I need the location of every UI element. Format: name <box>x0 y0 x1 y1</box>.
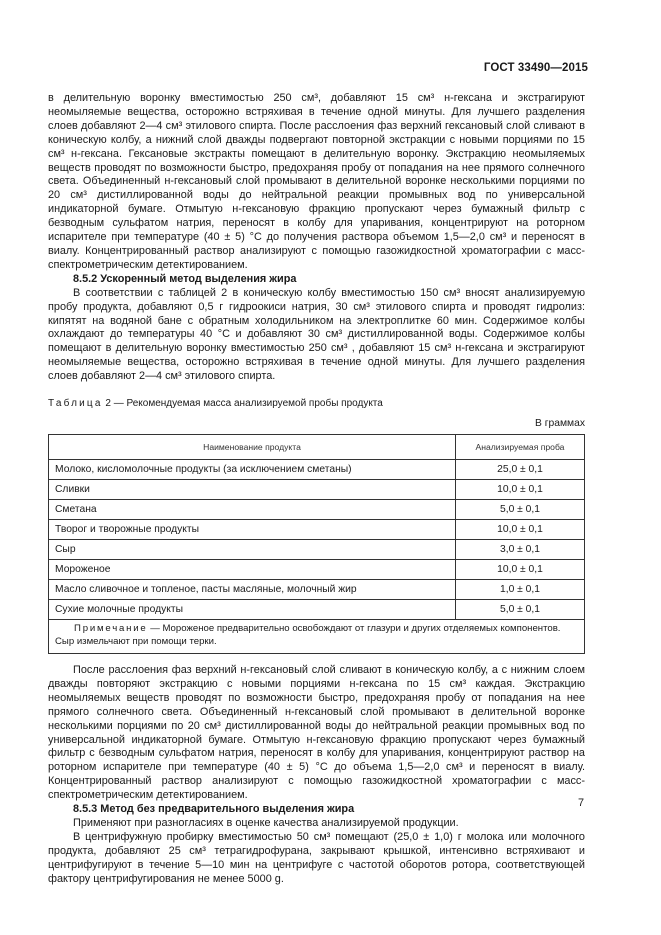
product-name-cell: Сухие молочные продукты <box>49 600 456 620</box>
sample-mass-cell: 3,0 ± 0,1 <box>456 540 585 560</box>
table-row <box>49 600 585 620</box>
document-standard-number: ГОСТ 33490—2015 <box>483 62 588 74</box>
table-note-text: — Мороженое предварительно освобождают от глазури и других отделяемых компонентов. Сыр измельчают при помощи терки. <box>55 623 561 647</box>
sample-mass-cell: 1,0 ± 0,1 <box>456 580 585 600</box>
sample-mass-cell: 25,0 ± 0,1 <box>456 460 585 480</box>
sample-mass-table <box>48 434 585 654</box>
table-note-row <box>49 620 585 654</box>
page-number: 7 <box>577 797 584 809</box>
product-name-cell: Мороженое <box>49 560 456 580</box>
sample-mass-cell: 10,0 ± 0,1 <box>456 480 585 500</box>
paragraph-accelerated-method: В соответствии с таблицей 2 в коническую колбу вместимостью 150 см³ вносят анализируемую пробу продукта, добавляют 0,5 г гидроокиси натрия, 30 см³ этилового спирта и проводят гидролиз: кипятят на водяной бане с обратным холодильником на электроплитке 60 мин. Содержимое колбы охлаждают до температуры 40 °С и добавляют 30 см³ дистиллированной воды. Содержимое колбы помещают в делительную воронку вместимостью 250 см³ , добавляют 15 см³ н-гексана и экстрагируют неомыляемые вещества, осторожно встряхивая в течение одной минуты. Для лучшего разделения слоев добавляют 2—4 см³ этилового спирта. <box>48 286 585 383</box>
paragraph-dispute-application: Применяют при разногласиях в оценке качества анализируемой продукции. <box>73 817 459 829</box>
product-name-cell: Молоко, кисломолочные продукты (за исключением сметаны) <box>49 460 456 480</box>
table-row <box>49 540 585 560</box>
sample-mass-cell: 10,0 ± 0,1 <box>456 560 585 580</box>
table-row <box>49 460 585 480</box>
table-note-cell <box>49 620 585 654</box>
table-units: В граммах <box>535 418 585 430</box>
product-name-cell: Сметана <box>49 500 456 520</box>
table-caption-text: 2 — Рекомендуемая масса анализируемой пробы продукта <box>102 398 383 410</box>
product-name-cell: Творог и творожные продукты <box>49 520 456 540</box>
section-heading-8-5-2: 8.5.2 Ускоренный метод выделения жира <box>73 272 297 285</box>
table-row <box>49 500 585 520</box>
sample-mass-cell: 5,0 ± 0,1 <box>456 500 585 520</box>
product-name-cell: Масло сливочное и топленое, пасты масляные, молочный жир <box>49 580 456 600</box>
section-heading-8-5-3: 8.5.3 Метод без предварительного выделения жира <box>73 803 355 816</box>
table-row <box>49 480 585 500</box>
post-table-section <box>48 664 585 887</box>
table-caption-label: Таблица <box>48 398 103 410</box>
paragraph-phase-separation: После расслоения фаз верхний н-гексановый слой сливают в коническую колбу, а с нижним слоем дважды повторяют экстракцию с новыми порциями н-гексана по 15 см³ каждая. Экстракцию неомыляемых веществ проводят по возможности быстро, предохраняя пробу от попадания на нее прямого солнечного света. Объединенный н-гексановый слой промывают в делительной воронке несколькими порциями по 20 см³ дистиллированной воды до нейтральной реакции промывных вод по универсальной индикаторной бумаге. Отмытую н-гексановую фракцию пропускают через бумажный фильтр с безводным сульфатом натрия, переносят в колбу для упаривания, концентрируют раствор на роторном испарителе при температуре (40 ± 5) °С до объема 1,5—2,0 см³ и переносят в виалу. Концентрированный раствор анализируют с помощью газожидкостной хроматографии с масс-спектрометрическим детектированием. <box>48 664 585 802</box>
table-caption <box>48 397 585 410</box>
product-name-cell: Сливки <box>49 480 456 500</box>
paragraph-centrifuge-procedure: В центрифужную пробирку вместимостью 50 см³ помещают (25,0 ± 1,0) г молока или молочного продукта, добавляют 25 см³ тетрагидрофурана, закрывают крышкой, интенсивно встряхивают и центрифугируют в течение 5—10 мин на центрифуге с частотой оборотов ротора, соответствующей фактору центрифугирования не менее 5000 g. <box>48 830 585 885</box>
table-note-label: Примечание <box>74 623 148 635</box>
column-header-mass: Анализируемая проба <box>456 435 585 460</box>
page-content <box>48 92 585 887</box>
sample-mass-cell: 10,0 ± 0,1 <box>456 520 585 540</box>
table-row <box>49 560 585 580</box>
sample-mass-cell: 5,0 ± 0,1 <box>456 600 585 620</box>
table-row <box>49 520 585 540</box>
column-header-product: Наименование продукта <box>49 435 456 460</box>
table-row <box>49 580 585 600</box>
product-name-cell: Сыр <box>49 540 456 560</box>
paragraph-extraction-continued: в делительную воронку вместимостью 250 см³, добавляют 15 см³ н-гексана и экстрагируют неомыляемые вещества, осторожно встряхивая в течение одной минуты. Для лучшего разделения слоев добавляют 2—4 см³ этилового спирта. После расслоения фаз верхний гексановый слой сливают в коническую колбу, а нижний слой дважды подвергают повторной экстракции с новыми порциями по 15 см³ н-гексана. Гексановые экстракты помещают в делительную воронку. Экстракцию неомыляемых веществ проводят по возможности быстро, предохраняя пробу от попадания на нее прямого солнечного света. Объединенный н-гексановый слой промывают в делительной воронке несколькими порциями по 20 см³ дистиллированной воды до нейтральной реакции промывных вод по универсальной индикаторной бумаге. Отмытую н-гексановую фракцию пропускают через бумажный фильтр с безводным сульфатом натрия, переносят в колбу для упаривания, концентрируют на роторном испарителе при температуре (40 ± 5) °С до получения раствора объемом 1,5—2,0 см³ и переносят в виалу. Концентрированный раствор анализируют с помощью газожидкостной хроматографии с масс-спектрометрическим детектированием. <box>48 92 585 271</box>
table-header-row <box>49 435 585 460</box>
